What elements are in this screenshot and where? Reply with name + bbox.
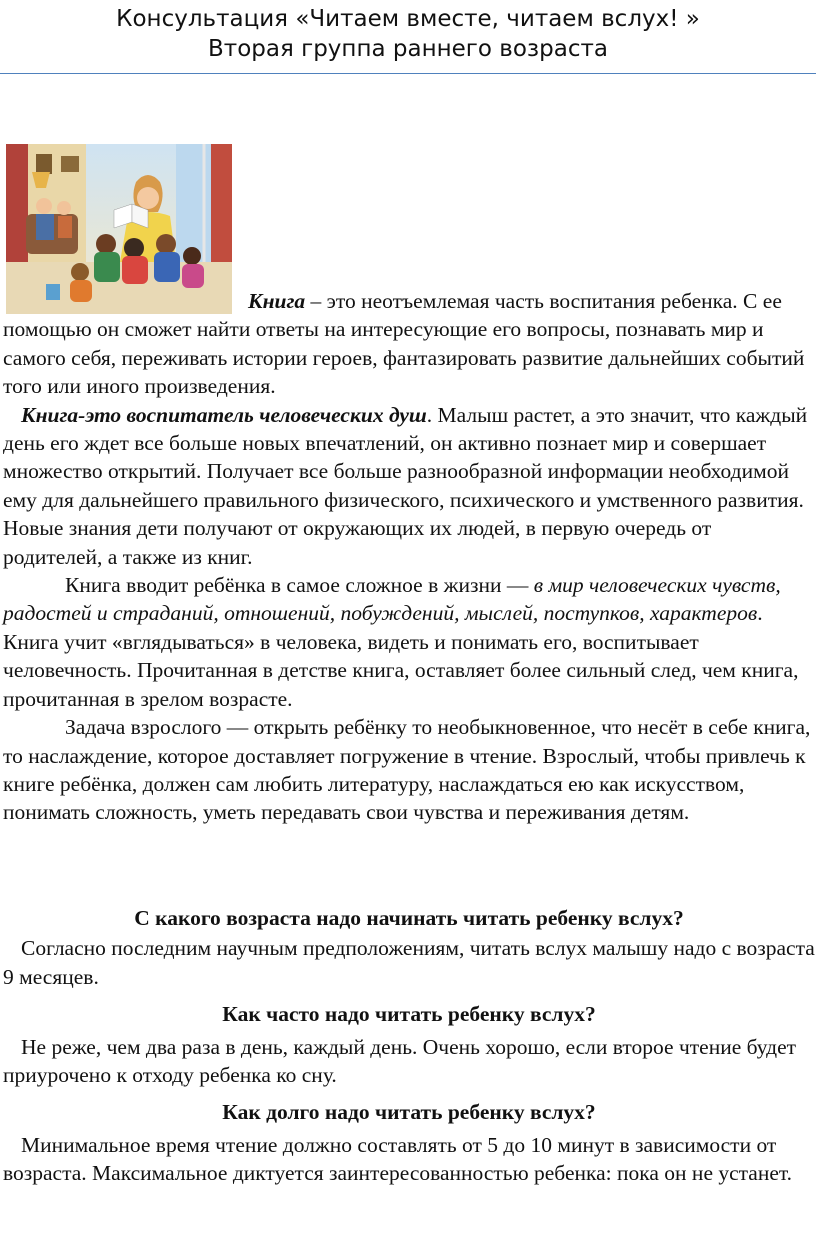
- paragraph-2-emph: Книга-это воспитатель человеческих душ: [21, 402, 427, 427]
- header-title-line2: Вторая группа раннего возраста: [208, 36, 608, 62]
- question-2: Как часто надо читать ребенку вслух?: [222, 1002, 596, 1027]
- header-title-line1: Консультация «Читаем вместе, читаем вслух! »: [116, 6, 700, 32]
- paragraph-4: Задача взрослого — открыть ребёнку то необыкновенное, что несёт в себе книга, то наслаждение, которое доставляет погружение в чтение. Взрослый, чтобы привлечь к книге ребёнка, должен сам любить литературу, наслаждаться ею как искусством, понимать сложность, уметь передавать свои чувства и переживания детям.: [3, 715, 811, 825]
- intro-term: Книга: [248, 289, 306, 313]
- qa-section: [3, 904, 815, 1188]
- paragraph-2: [3, 401, 815, 571]
- paragraph-3-rest: . Книга учит «вглядываться» в человека, видеть и понимать его, воспитывает человечность. Прочитанная в детстве книга, оставляет более сильный след, чем книга, прочитанная в зрелом возрасте.: [3, 601, 799, 711]
- answer-3: Минимальное время чтение должно составлять от 5 до 10 минут в зависимости от возраста. Максимальное диктуется заинтересованностью ребенка: пока он не устанет.: [3, 1132, 793, 1186]
- header-divider: [0, 73, 816, 74]
- answer-1: Согласно последним научным предположениям, читать вслух малышу надо с возраста 9 месяцев.: [3, 936, 815, 989]
- intro-paragraph: [3, 287, 815, 827]
- paragraph-3: [3, 571, 815, 713]
- paragraph-3-start: Книга вводит ребёнка в самое сложное в жизни —: [65, 573, 534, 598]
- page-header: [0, 0, 816, 74]
- question-3: Как долго надо читать ребенку вслух?: [222, 1100, 596, 1125]
- question-1: С какого возраста надо начинать читать ребенку вслух?: [134, 906, 684, 930]
- paragraph-3-emph: в мир человеческих чувств, радостей и страданий, отношений, побуждений, мыслей, поступков, характеров: [3, 573, 781, 626]
- intro-rest: – это неотъемлемая часть воспитания ребенка. С ее помощью он сможет найти ответы на интересующие его вопросы, познавать мир и самого себя, переживать истории героев, фантазировать развитие дальнейших событий того или иного произведения.: [3, 289, 805, 399]
- answer-2: Не реже, чем два раза в день, каждый день. Очень хорошо, если второе чтение будет приурочено к отходу ребенка ко сну.: [3, 1034, 797, 1088]
- paragraph-2-rest: . Малыш растет, а это значит, что каждый день его ждет все больше новых впечатлений, он активно познает мир и совершает множество открытий. Получает все больше разнообразной информации необходимой ему для дальнейшего правильного физического, психического и умственного развития. Новые знания дети получают от окружающих их людей, в первую очередь от родителей, а также из книг.: [3, 402, 808, 569]
